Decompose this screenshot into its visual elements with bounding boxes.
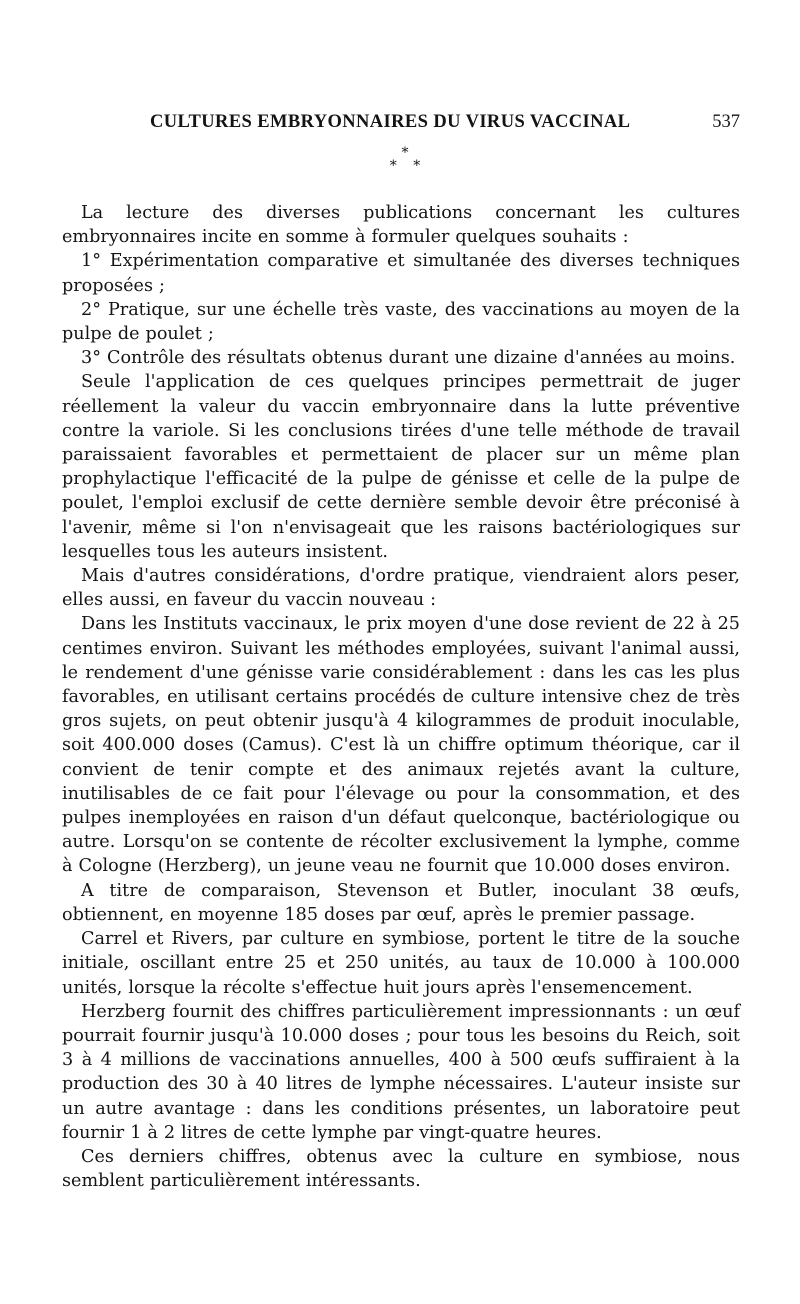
paragraph-practical: Mais d'autres considérations, d'ordre pratique, viendraient alors peser, elles aussi, en faveur du vaccin nouveau : xyxy=(62,566,740,611)
page-number: 537 xyxy=(712,112,740,132)
asterism-bottom-stars: * * xyxy=(389,158,427,174)
paragraph-stevenson-butler: A titre de comparaison, Stevenson et Butler, inoculant 38 œufs, obtiennent, en moyenne 185 doses par œuf, après le premier passage. xyxy=(62,880,740,925)
paragraph-instituts: Dans les Instituts vaccinaux, le prix moyen d'une dose revient de 22 à 25 centimes environ. Suivant les méthodes employées, suivant l'animal aussi, le rendement d'une génisse varie considérablement : dans les cas les plus favorables, en utilisant certains procédés de culture intensive chez de très gros sujets, on peut obtenir jusqu'à 4 kilogrammes de produit inoculable, soit 400.000 doses (Camus). C'est là un chiffre optimum théorique, car il convient de tenir compte et des animaux rejetés avant la culture, inutilisables de ce fait pour l'élevage ou pour la consommation, et des pulpes inemployées en raison d'un défaut quelconque, bactériologique ou autre. Lorsqu'on se contente de récolter exclusivement la lymphe, comme à Cologne (Herzberg), un jeune veau ne fournit que 10.000 doses environ. xyxy=(62,614,740,877)
paragraph-carrel-rivers: Carrel et Rivers, par culture en symbiose, portent le titre de la souche initiale, oscillant entre 25 et 250 unités, au taux de 10.000 à 100.000 unités, lorsque la récolte s'effectue huit jours après l'ensemencement. xyxy=(62,929,740,998)
paragraph-wish-2: 2° Pratique, sur une échelle très vaste, des vaccinations au moyen de la pulpe de poulet ; xyxy=(62,299,740,345)
paragraph-principles: Seule l'application de ces quelques principes permettrait de juger réellement la valeur du vaccin embryonnaire dans la lutte préventive contre la variole. Si les conclusions tirées d'une telle méthode de travail paraissaient favorables et permettaient de placer sur un même plan prophylactique l'efficacité de la pulpe de génisse et celle de la pulpe de poulet, l'emploi exclusif de cette dernière semble devoir être préconisé à l'avenir, même si l'on n'envisageait que les raisons bactériologiques sur lesquelles tous les auteurs insistent. xyxy=(62,372,740,562)
paragraph-wish-1: 1° Expérimentation comparative et simultanée des diverses techniques proposées ; xyxy=(62,251,740,296)
running-header xyxy=(62,112,740,142)
running-title: CULTURES EMBRYONNAIRES DU VIRUS VACCINAL xyxy=(150,112,631,132)
section-separator-asterism xyxy=(62,147,740,193)
paragraph-wish-3: 3° Contrôle des résultats obtenus durant une dizaine d'années au moins. xyxy=(81,348,736,369)
paragraph-conclusion: Ces derniers chiffres, obtenus avec la culture en symbiose, nous semblent particulièrement intéressants. xyxy=(62,1146,740,1192)
asterism-top-star: * xyxy=(401,145,409,161)
paragraph-herzberg: Herzberg fournit des chiffres particulièrement impressionnants : un œuf pourrait fournir jusqu'à 10.000 doses ; pour tous les besoins du Reich, soit 3 à 4 millions de vaccinations annuelles, 400 à 500 œufs suffiraient à la production des 30 à 40 litres de lymphe nécessaires. L'auteur insiste sur un autre avantage : dans les conditions présentes, un laboratoire peut fournir 1 à 2 litres de cette lymphe par vingt-quatre heures. xyxy=(62,1001,740,1143)
body-text xyxy=(62,201,740,1193)
book-page xyxy=(62,112,740,1292)
paragraph-intro: La lecture des diverses publications concernant les cultures embryonnaires incite en somme à formuler quelques souhaits : xyxy=(62,203,740,248)
